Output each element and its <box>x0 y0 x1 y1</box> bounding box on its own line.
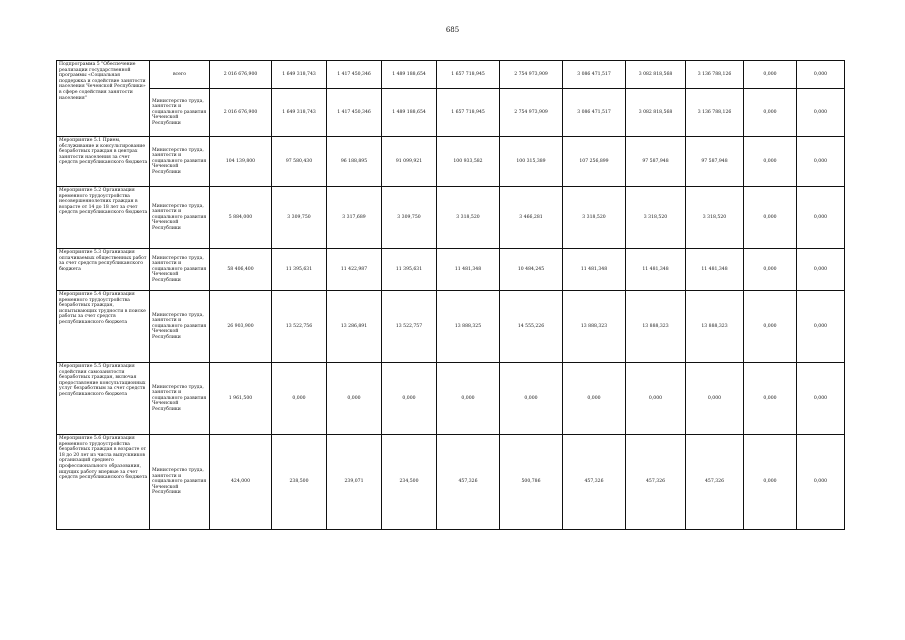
value-cell: 26 903,900 <box>210 291 272 363</box>
value-cell: 3 317,689 <box>327 187 382 249</box>
value-cell: 3 318,520 <box>686 187 744 249</box>
executor-cell: Министерство труда, занятости и социального развития Чеченской Республики <box>150 291 210 363</box>
value-cell: 0,000 <box>744 435 797 530</box>
value-cell: 457,326 <box>626 435 686 530</box>
value-cell: 100 315,389 <box>500 137 563 187</box>
value-cell: 0,000 <box>797 435 845 530</box>
value-cell: 104 139,800 <box>210 137 272 187</box>
value-cell: 3 318,520 <box>437 187 500 249</box>
executor-cell: всего <box>150 61 210 89</box>
executor-cell: Министерство труда, занятости и социального развития Чеченской Республики <box>150 249 210 291</box>
value-cell: 0,000 <box>327 363 382 435</box>
value-cell: 13 888,323 <box>626 291 686 363</box>
table-row <box>57 249 845 291</box>
row-name-cell: Мероприятие 5.3 Организация оплачиваемых общественных работ за счет средств республиканского бюджета <box>57 249 150 291</box>
value-cell: 3 318,520 <box>563 187 626 249</box>
value-cell: 11 395,631 <box>272 249 327 291</box>
row-name-cell: Мероприятие 5.5 Организация содействия самозанятости безработных граждан, включая предоставление консультационных услуг безработным за счет средств республиканского бюджета <box>57 363 150 435</box>
value-cell: 91 099,921 <box>382 137 437 187</box>
value-cell: 107 256,899 <box>563 137 626 187</box>
value-cell: 0,000 <box>744 61 797 89</box>
value-cell: 1 649 318,743 <box>272 89 327 137</box>
value-cell: 0,000 <box>744 363 797 435</box>
value-cell: 13 286,891 <box>327 291 382 363</box>
value-cell: 3 466,281 <box>500 187 563 249</box>
value-cell: 239,071 <box>327 435 382 530</box>
value-cell: 0,000 <box>744 291 797 363</box>
value-cell: 0,000 <box>797 89 845 137</box>
table-row <box>57 291 845 363</box>
value-cell: 97 587,948 <box>626 137 686 187</box>
value-cell: 13 888,323 <box>686 291 744 363</box>
value-cell: 424,000 <box>210 435 272 530</box>
value-cell: 0,000 <box>797 187 845 249</box>
row-name-cell: Мероприятие 5.4 Организация временного трудоустройства безработных граждан, испытывающих трудности в поиске работы за счет средств республиканского бюджета <box>57 291 150 363</box>
executor-cell: Министерство труда, занятости и социального развития Чеченской Республики <box>150 363 210 435</box>
value-cell: 11 481,348 <box>437 249 500 291</box>
value-cell: 13 888,323 <box>563 291 626 363</box>
value-cell: 97 587,948 <box>686 137 744 187</box>
value-cell: 3 136 788,126 <box>686 89 744 137</box>
value-cell: 0,000 <box>744 137 797 187</box>
value-cell: 0,000 <box>744 187 797 249</box>
table-row <box>57 435 845 530</box>
value-cell: 0,000 <box>744 249 797 291</box>
value-cell: 11 481,348 <box>563 249 626 291</box>
page-number: 685 <box>445 26 460 34</box>
value-cell: 457,326 <box>686 435 744 530</box>
value-cell: 1 489 188,654 <box>382 89 437 137</box>
value-cell: 3 309,750 <box>382 187 437 249</box>
value-cell: 97 580,430 <box>272 137 327 187</box>
value-cell: 457,326 <box>437 435 500 530</box>
value-cell: 2 016 676,900 <box>210 61 272 89</box>
value-cell: 0,000 <box>797 61 845 89</box>
table-row <box>57 137 845 187</box>
value-cell: 0,000 <box>797 291 845 363</box>
value-cell: 0,000 <box>797 137 845 187</box>
value-cell: 0,000 <box>272 363 327 435</box>
value-cell: 2 754 973,909 <box>500 89 563 137</box>
table-row <box>57 187 845 249</box>
value-cell: 1 417 450,346 <box>327 89 382 137</box>
value-cell: 11 395,631 <box>382 249 437 291</box>
value-cell: 0,000 <box>563 363 626 435</box>
table-row <box>57 89 845 137</box>
executor-cell: Министерство труда, занятости и социального развития Чеченской Республики <box>150 137 210 187</box>
program-table <box>56 60 845 530</box>
value-cell: 100 933,582 <box>437 137 500 187</box>
value-cell: 0,000 <box>797 363 845 435</box>
value-cell: 500,786 <box>500 435 563 530</box>
value-cell: 0,000 <box>686 363 744 435</box>
value-cell: 3 318,520 <box>626 187 686 249</box>
value-cell: 3 082 818,568 <box>626 61 686 89</box>
value-cell: 58 406,400 <box>210 249 272 291</box>
value-cell: 13 522,756 <box>272 291 327 363</box>
row-name-cell: Мероприятие 5.1 Прием, обслуживание и консультирование безработных граждан в центрах занятости населения за счет средств республиканского бюджета <box>57 137 150 187</box>
value-cell: 96 188,895 <box>327 137 382 187</box>
table-row <box>57 61 845 89</box>
value-cell: 14 555,226 <box>500 291 563 363</box>
value-cell: 0,000 <box>744 89 797 137</box>
row-name-cell: Мероприятие 5.2 Организация временного трудоустройства несовершеннолетних граждан в возрасте от 14 до 18 лет за счет средств республиканского бюджета <box>57 187 150 249</box>
table-row <box>57 363 845 435</box>
value-cell: 1 961,500 <box>210 363 272 435</box>
value-cell: 13 522,757 <box>382 291 437 363</box>
value-cell: 11 481,348 <box>626 249 686 291</box>
value-cell: 13 888,325 <box>437 291 500 363</box>
value-cell: 234,500 <box>382 435 437 530</box>
value-cell: 10 484,245 <box>500 249 563 291</box>
executor-cell: Министерство труда, занятости и социального развития Чеченской Республики <box>150 89 210 137</box>
row-name-cell: Подпрограмма 5 "Обеспечение реализации государственной программы «Социальная поддержка и содействие занятости населения Чеченской Республики» в сфере содействия занятости населения" <box>57 61 150 137</box>
executor-cell: Министерство труда, занятости и социального развития Чеченской Республики <box>150 435 210 530</box>
value-cell: 1 657 718,945 <box>437 89 500 137</box>
value-cell: 11 422,987 <box>327 249 382 291</box>
value-cell: 0,000 <box>437 363 500 435</box>
value-cell: 1 657 718,945 <box>437 61 500 89</box>
value-cell: 11 481,348 <box>686 249 744 291</box>
value-cell: 1 649 318,743 <box>272 61 327 89</box>
value-cell: 3 082 818,568 <box>626 89 686 137</box>
value-cell: 3 086 471,517 <box>563 61 626 89</box>
value-cell: 0,000 <box>797 249 845 291</box>
value-cell: 0,000 <box>626 363 686 435</box>
value-cell: 2 754 973,909 <box>500 61 563 89</box>
value-cell: 0,000 <box>500 363 563 435</box>
value-cell: 1 417 450,346 <box>327 61 382 89</box>
value-cell: 0,000 <box>382 363 437 435</box>
value-cell: 2 016 676,900 <box>210 89 272 137</box>
executor-cell: Министерство труда, занятости и социального развития Чеченской Республики <box>150 187 210 249</box>
value-cell: 3 136 788,126 <box>686 61 744 89</box>
value-cell: 3 309,750 <box>272 187 327 249</box>
value-cell: 1 489 188,654 <box>382 61 437 89</box>
value-cell: 5 884,000 <box>210 187 272 249</box>
row-name-cell: Мероприятие 5.6 Организация временного трудоустройства безработных граждан в возрасте от 18 до 20 лет из числа выпускников организаций среднего профессионального образования, ищущих работу впервые за счет средств республиканского бюджета <box>57 435 150 530</box>
value-cell: 238,500 <box>272 435 327 530</box>
value-cell: 3 086 471,517 <box>563 89 626 137</box>
value-cell: 457,326 <box>563 435 626 530</box>
